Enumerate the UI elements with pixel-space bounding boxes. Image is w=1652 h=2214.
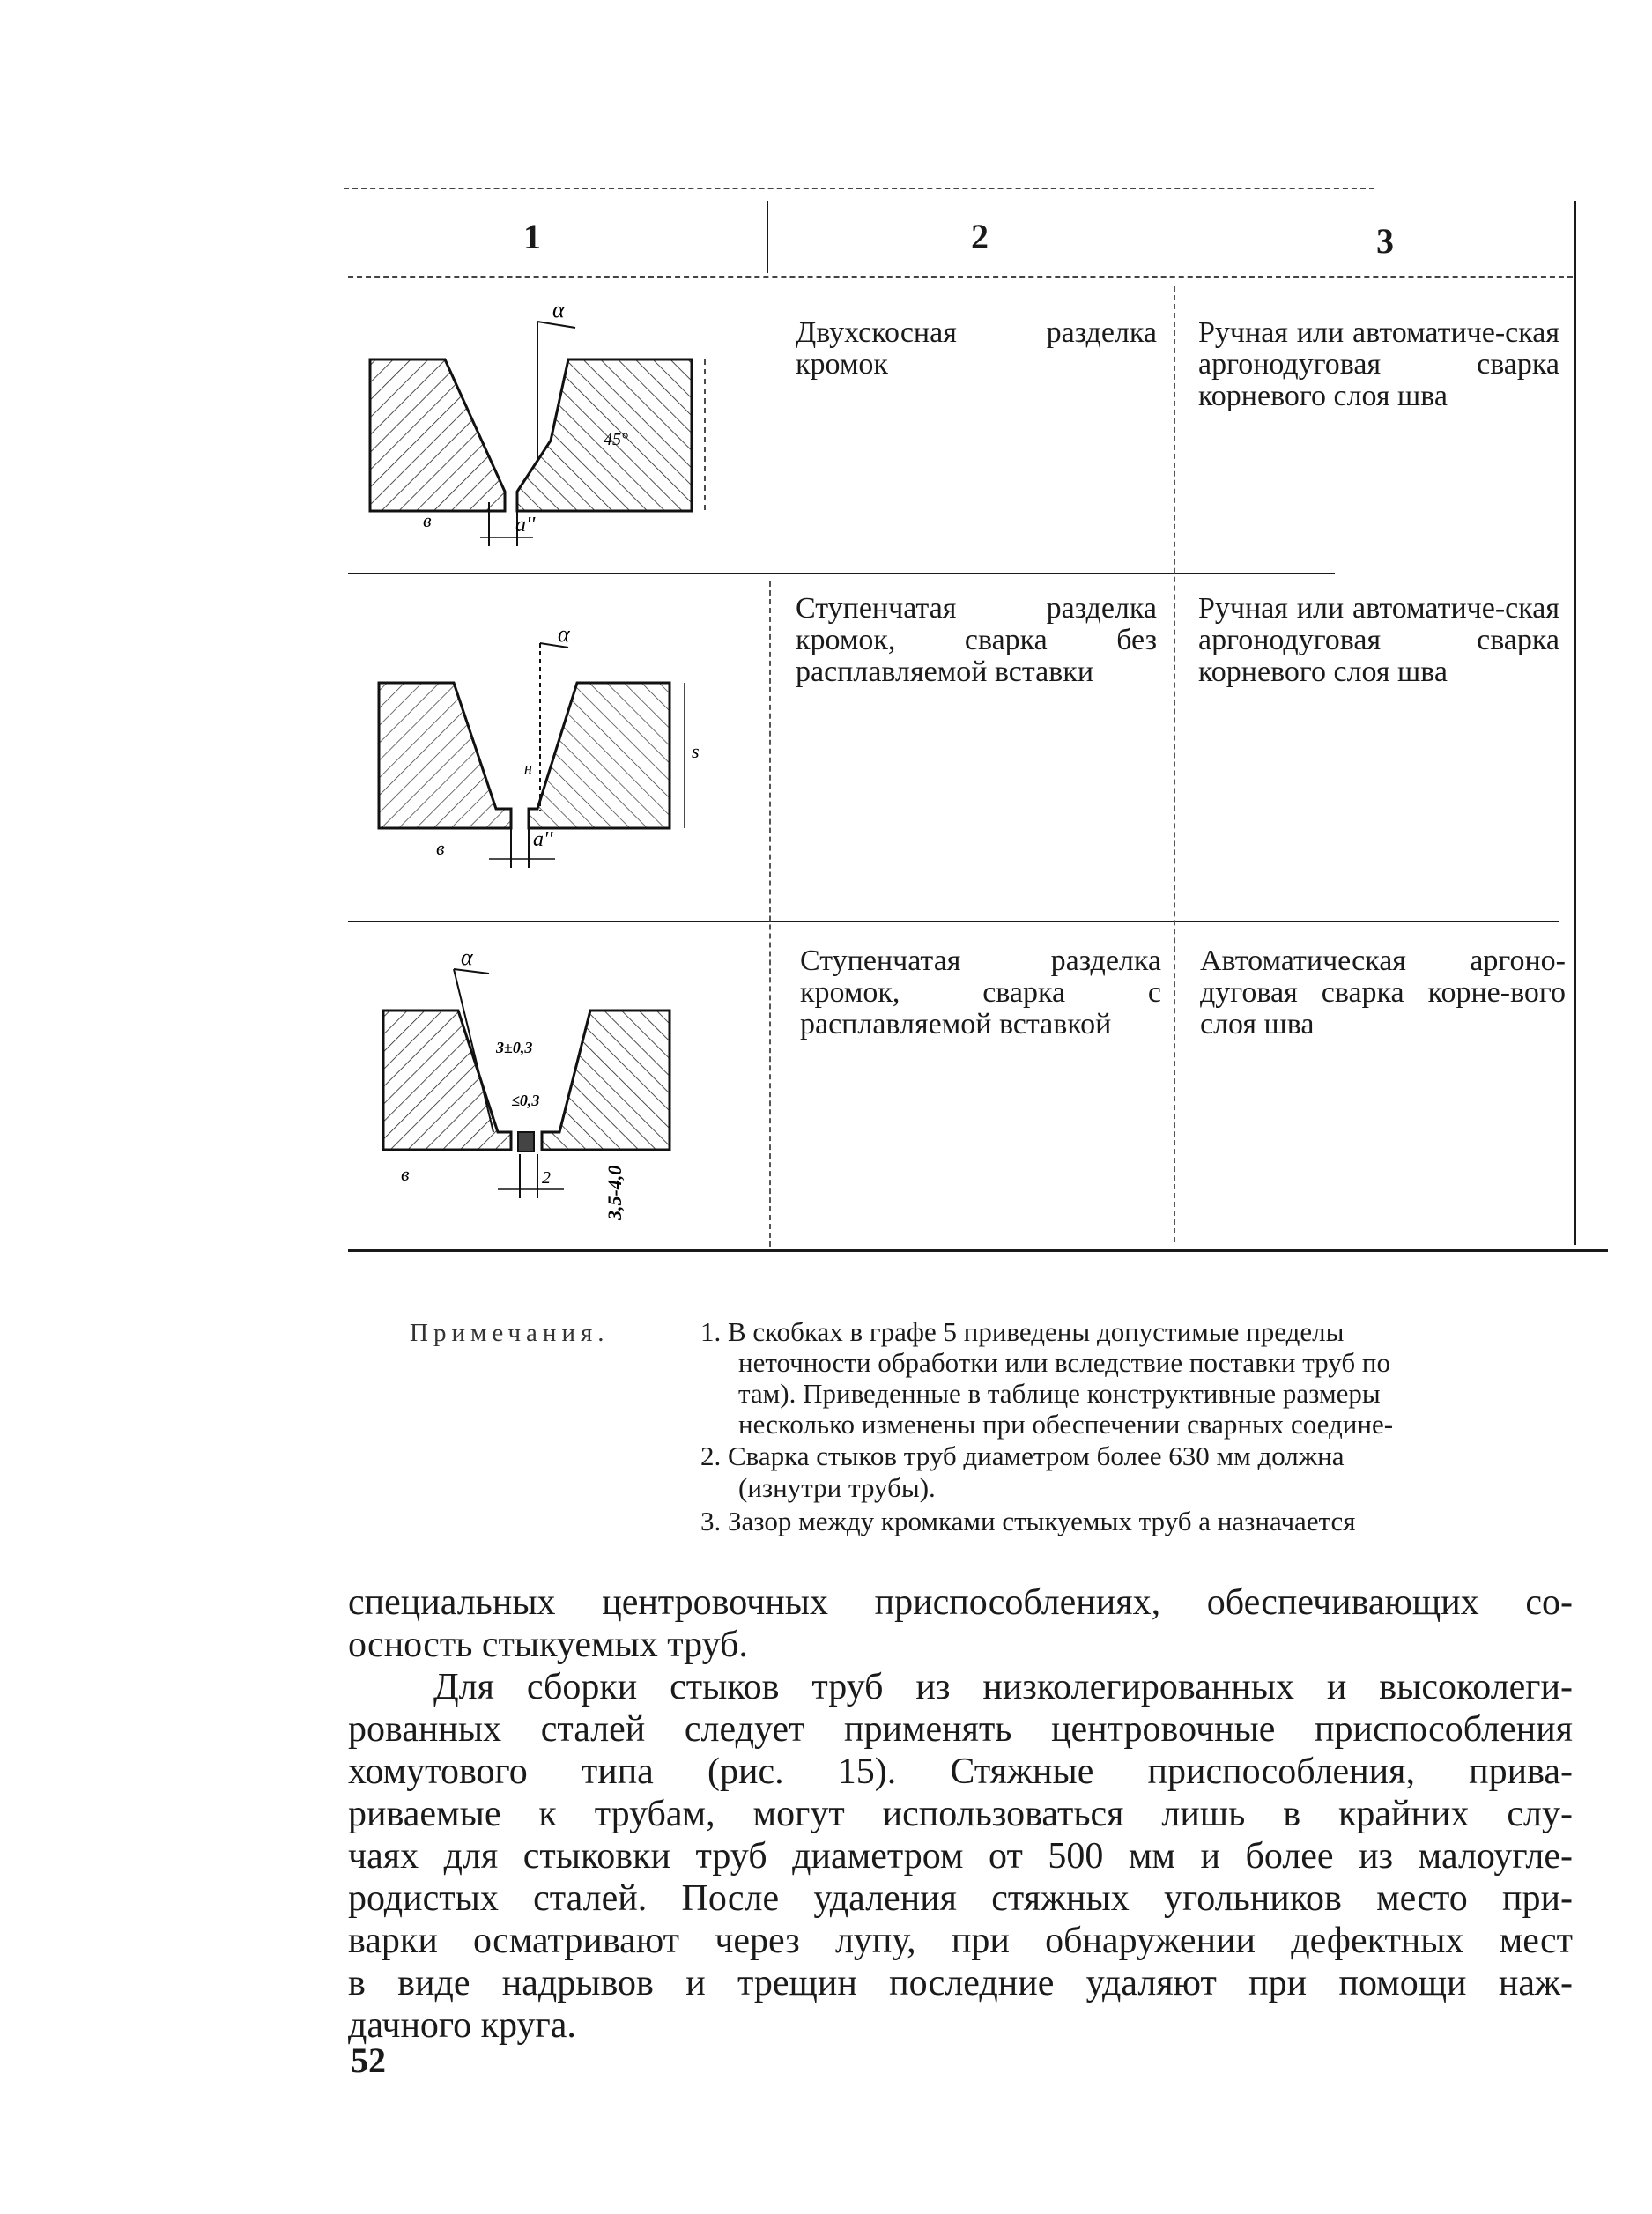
row2-col2: Ступенчатая разделка кромок, сварка без расплавляемой вставки xyxy=(796,592,1157,688)
b-mark: в xyxy=(436,837,445,859)
row2-col3: Ручная или автоматиче-ская аргонодуговая сварка корневого слоя шва xyxy=(1198,592,1559,688)
dim-le-mark: ≤0,3 xyxy=(511,1092,540,1109)
note-line: 1. В скобках в графе 5 приведены допустимые пределы xyxy=(700,1316,1345,1347)
table-top-border xyxy=(344,188,1374,189)
gap-a-mark: а'' xyxy=(533,828,553,851)
h-mark: н xyxy=(524,759,532,777)
body-line: чаях для стыковки труб диаметром от 500 мм и более из малоугле- xyxy=(348,1836,1573,1877)
note-line: (изнутри трубы). xyxy=(738,1472,936,1503)
notes-label: Примечания. xyxy=(410,1319,610,1347)
body-line: дачного круга. xyxy=(348,2005,576,2046)
height-mark: 3,5-4,0 xyxy=(604,1165,626,1220)
body-line: родистых сталей. После удаления стяжных угольников место при- xyxy=(348,1878,1573,1919)
alpha-mark: α xyxy=(461,947,473,970)
gap-2-mark: 2 xyxy=(542,1168,551,1188)
figure-step-bevel xyxy=(357,608,736,890)
table-bottom-border xyxy=(348,1249,1608,1252)
row1-col2: Двухскосная разделка кромок xyxy=(796,316,1157,381)
s-mark: s xyxy=(692,740,700,762)
column-header-3: 3 xyxy=(1376,221,1394,261)
row-separator xyxy=(348,921,1559,922)
body-line: Для сборки стыков труб из низколегированных и высоколеги- xyxy=(433,1667,1573,1707)
column-divider xyxy=(1174,286,1175,1242)
note-line: 3. Зазор между кромками стыкуемых труб а назначается xyxy=(700,1506,1356,1536)
page-number: 52 xyxy=(351,2040,386,2080)
body-line: хомутового типа (рис. 15). Стяжные приспособления, прива- xyxy=(348,1751,1573,1792)
body-line: риваемые к трубам, могут использоваться лишь в крайних слу- xyxy=(348,1794,1573,1834)
row1-col3: Ручная или автоматиче-ская аргонодуговая сварка корневого слоя шва xyxy=(1198,316,1559,412)
column-divider xyxy=(769,581,771,1247)
note-line: там). Приведенные в таблице конструктивные размеры xyxy=(738,1378,1381,1409)
note-line: несколько изменены при обеспечении сварных соедине- xyxy=(738,1409,1394,1440)
figure-insert-weld xyxy=(366,947,736,1229)
row3-col3: Автоматическая аргоно-дуговая сварка корне-вого слоя шва xyxy=(1200,944,1566,1040)
body-line: в виде надрывов и трещин последние удаляют при помощи наж- xyxy=(348,1963,1573,2003)
column-header-2: 2 xyxy=(971,217,989,256)
note-line: неточности обработки или вследствие поставки труб по xyxy=(738,1347,1390,1378)
header-separator xyxy=(348,276,1573,278)
row3-col2: Ступенчатая разделка кромок, сварка с расплавляемой вставкой xyxy=(800,944,1161,1040)
column-divider xyxy=(767,201,768,273)
figure-double-bevel xyxy=(357,291,736,555)
table-right-border xyxy=(1574,201,1576,1245)
gap-a-mark: а'' xyxy=(515,514,536,537)
b-mark: в xyxy=(423,509,432,531)
row-separator xyxy=(348,573,1335,574)
body-line: варки осматривают через лупу, при обнаружении дефектных мест xyxy=(348,1921,1573,1961)
note-line: 2. Сварка стыков труб диаметром более 630 мм должна xyxy=(700,1440,1345,1471)
alpha-mark: α xyxy=(558,621,570,647)
body-line: специальных центровочных приспособлениях, обеспечивающих со- xyxy=(348,1582,1573,1623)
b-mark: в xyxy=(401,1163,410,1185)
angle-mark: 45° xyxy=(604,430,628,449)
body-line: осность стыкуемых труб. xyxy=(348,1625,748,1665)
column-header-1: 1 xyxy=(523,217,541,256)
alpha-mark: α xyxy=(552,297,565,322)
body-line: рованных сталей следует применять центровочные приспособления xyxy=(348,1709,1573,1750)
dim-3-mark: 3±0,3 xyxy=(496,1039,533,1056)
